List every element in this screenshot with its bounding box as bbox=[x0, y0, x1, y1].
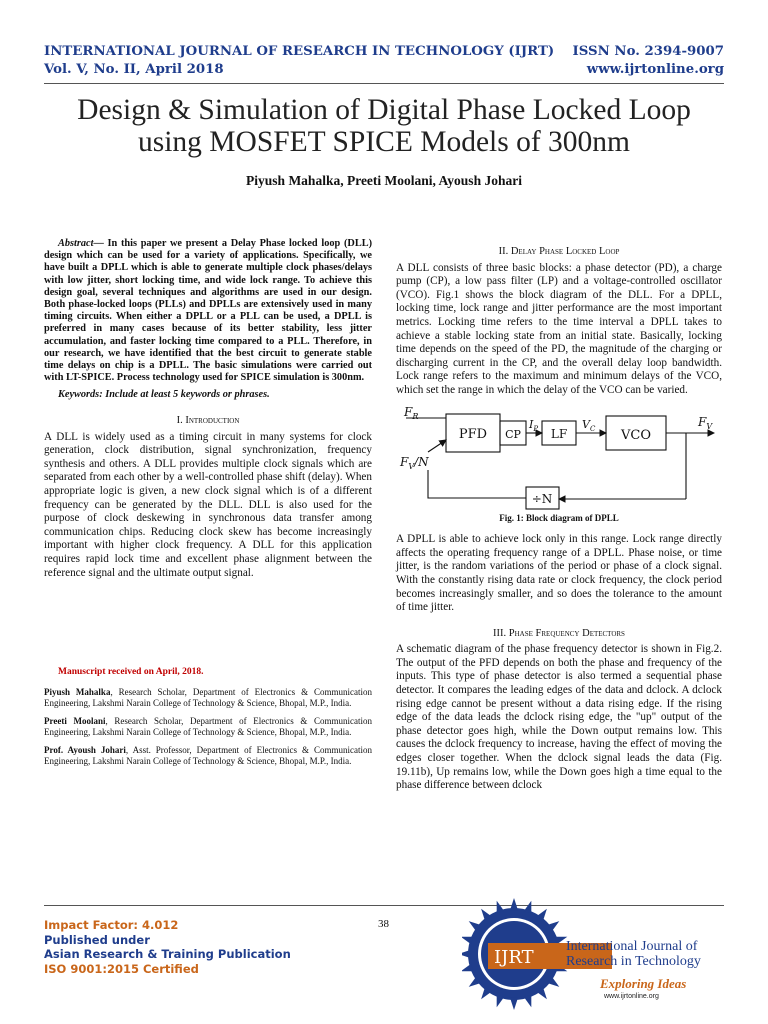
logo-tagline: Exploring Ideas bbox=[600, 976, 687, 991]
impact-factor: Impact Factor: 4.012 bbox=[44, 918, 179, 932]
section-heading-dll: II. Delay Phase Locked Loop bbox=[498, 246, 620, 257]
iso-certification: ISO 9001:2015 Certified bbox=[44, 961, 199, 976]
sun-ray bbox=[510, 898, 518, 910]
ijrt-logo bbox=[462, 896, 724, 1014]
affiliation-name: Preeti Moolani bbox=[44, 715, 106, 726]
author-list: Piyush Mahalka, Preeti Moolani, Ayoush Johari bbox=[246, 173, 522, 188]
abstract-label: Abstract bbox=[58, 238, 94, 249]
vc-label: $V_C$ bbox=[582, 417, 596, 433]
vco-label: VCO bbox=[621, 427, 651, 443]
sun-ray bbox=[510, 998, 518, 1010]
logo-name-line-1: International Journal of bbox=[566, 939, 698, 954]
abstract bbox=[44, 238, 372, 384]
dpll-block-diagram bbox=[396, 406, 722, 510]
affiliation-1 bbox=[44, 687, 372, 709]
divider-label: ÷N bbox=[531, 491, 553, 506]
title-line-2: using MOSFET SPICE Models of 300nm bbox=[137, 126, 630, 158]
section-3-text: A schematic diagram of the phase frequency detector is shown in Fig.2. The output of the PFD depends on both the phase and frequency of the inputs. This type of phase detector is also termed a sequential phase detector. It compares the leading edges of the data and dclock. A dclock rising edge cannot be present without a data rising edge. If the rising edge of the data leads the dclock rising edge, the "up" output of the phase detector goes high, while the Down output remains low. This causes the dclock frequency to increase, having the effect of moving the edges closer together. When the dclock signal leads the data (Fig. 19.11b), Up remains low, while the Down goes high a time equal to the phase difference between dclock bbox=[396, 643, 722, 792]
cp-label: CP bbox=[505, 427, 521, 441]
fr-label: $F_R$ bbox=[404, 405, 419, 421]
journal-website[interactable]: www.ijrtonline.org bbox=[586, 62, 724, 77]
paper-title bbox=[0, 94, 768, 158]
header-rule bbox=[44, 83, 724, 84]
ip-label: $I_P$ bbox=[529, 417, 539, 433]
figure-caption: Fig. 1: Block diagram of DPLL bbox=[499, 512, 619, 523]
introduction-text: A DLL is widely used as a timing circuit in many systems for clock generation, clock distribution, signal synchronization, frequency synthesis and others. A DLL provides multiple clock signals which are separated from each other by a well-controlled phase shift (delay). When appropriate logic is given, a new clock signal which is of a different frequency can be generated by the DLL. DLL is also used for the purpose of clock deskewing in synchronous data transfer among communication chips. Reducing clock skew has become increasingly important with higher clock frequency. A DLL for this application requires rapid lock time and excellent phase alignment between the reference signal and the ultimate output signal. bbox=[44, 430, 372, 579]
feedback-input-wire bbox=[428, 440, 446, 452]
logo-url: www.ijrtonline.org bbox=[604, 993, 659, 1000]
logo-acronym: IJRT bbox=[494, 947, 534, 968]
page-number: 38 bbox=[378, 918, 389, 930]
section-heading-pfd: III. Phase Frequency Detectors bbox=[493, 627, 625, 639]
issn: ISSN No. 2394-9007 bbox=[572, 44, 724, 59]
affiliation-text: , Research Scholar, Department of Electronics & Communication Engineering, Lakshmi Narain College of Technology & Science, Bhopal, M.P., India. bbox=[44, 715, 372, 737]
publisher: Asian Research & Training Publication bbox=[44, 947, 291, 961]
affiliation-text: , Asst. Professor, Department of Electronics & Communication Engineering, Lakshmi Narain College of Technology & Science, Bhopal, M.P., India. bbox=[44, 744, 372, 766]
title-line-1: Design & Simulation of Digital Phase Locked Loop bbox=[77, 94, 691, 126]
lf-label: LF bbox=[550, 426, 568, 441]
affiliation-3 bbox=[44, 745, 372, 767]
affiliation-text: , Research Scholar, Department of Electronics & Communication Engineering, Lakshmi Narain College of Technology & Science, Bhopal, M.P., India. bbox=[44, 686, 372, 708]
footer-info bbox=[44, 918, 291, 976]
feedback-wire-return bbox=[428, 470, 526, 498]
right-column bbox=[396, 245, 722, 793]
journal-name: INTERNATIONAL JOURNAL OF RESEARCH IN TECHNOLOGY (IJRT) bbox=[44, 44, 555, 59]
affiliation-name: Prof. Ayoush Johari bbox=[44, 744, 126, 755]
affiliation-2 bbox=[44, 716, 372, 738]
keywords: Keywords: Include at least 5 keywords or phrases. bbox=[58, 389, 270, 401]
affiliation-name: Piyush Mahalka bbox=[44, 686, 111, 697]
fvn-label: $F_V/N$ bbox=[400, 454, 429, 471]
fv-label: $F_V$ bbox=[698, 414, 713, 431]
journal-subheader bbox=[44, 62, 724, 78]
section-heading-introduction: I. Introduction bbox=[176, 415, 240, 427]
published-under: Published under bbox=[44, 932, 150, 947]
section-2-continued: A DPLL is able to achieve lock only in this range. Lock range directly affects the operating frequency range of a DPLL. Phase noise, or time jitter, is the random variations of the period or phase of a clock signal. With the constantly rising data rate or clock frequency, the clock period becomes increasingly smaller, and so does the tolerance to the amount of time jitter. bbox=[396, 533, 722, 614]
section-2-text: A DLL consists of three basic blocks: a phase detector (PD), a charge pump (CP), a low pass filter (LP) and a voltage-controlled oscillator (VCO). Fig.1 shows the block diagram of the DLL. For a DPLL, locking time, lock range and jitter performance are the most important metrics. Locking time refers to the time interval a DPLL takes to achieve a stable locking state from an initial state. Basically, locking time depends on the speed of the PD, the magnitude of the charging or discharging current in the CP, and the overall delay loop bandwidth. Lock range refers to the maximum and minimum delays of the VCO, which set the range in which the delay of the VCO can be varied. bbox=[396, 261, 722, 396]
manuscript-note: Manuscript received on April, 2018. bbox=[58, 667, 204, 678]
pfd-label: PFD bbox=[458, 426, 488, 442]
journal-header bbox=[44, 44, 724, 60]
volume-info: Vol. V, No. II, April 2018 bbox=[44, 62, 224, 77]
logo-name-line-2: Research in Technology bbox=[566, 954, 701, 969]
left-column bbox=[44, 238, 372, 767]
abstract-text: — In this paper we present a Delay Phase locked loop (DLL) design which can be used for a variety of applications. Specifically, we have built a DPLL which is able to generate multiple clock phases/delays with low jitter, short locking time, and wide lock range. To achieve this design goal, several techniques and algorithms are used in our design. Both phase-locked loops (PLLs) and DPLLs are extensively used in many timing circuits. When either a DPLL or a PLL can be used, a DPLL is preferred in many cases because of its better stability, less jitter accumulation, and faster locking time compared to a PLL. Therefore, in our research, we have identified that the best circuit to generate stable time delays on chip is a DPLL. The basic simulations were carried out with LT-SPICE. Process technology used for SPICE simulation is 300nm. bbox=[44, 238, 372, 384]
sun-ray bbox=[462, 950, 470, 958]
